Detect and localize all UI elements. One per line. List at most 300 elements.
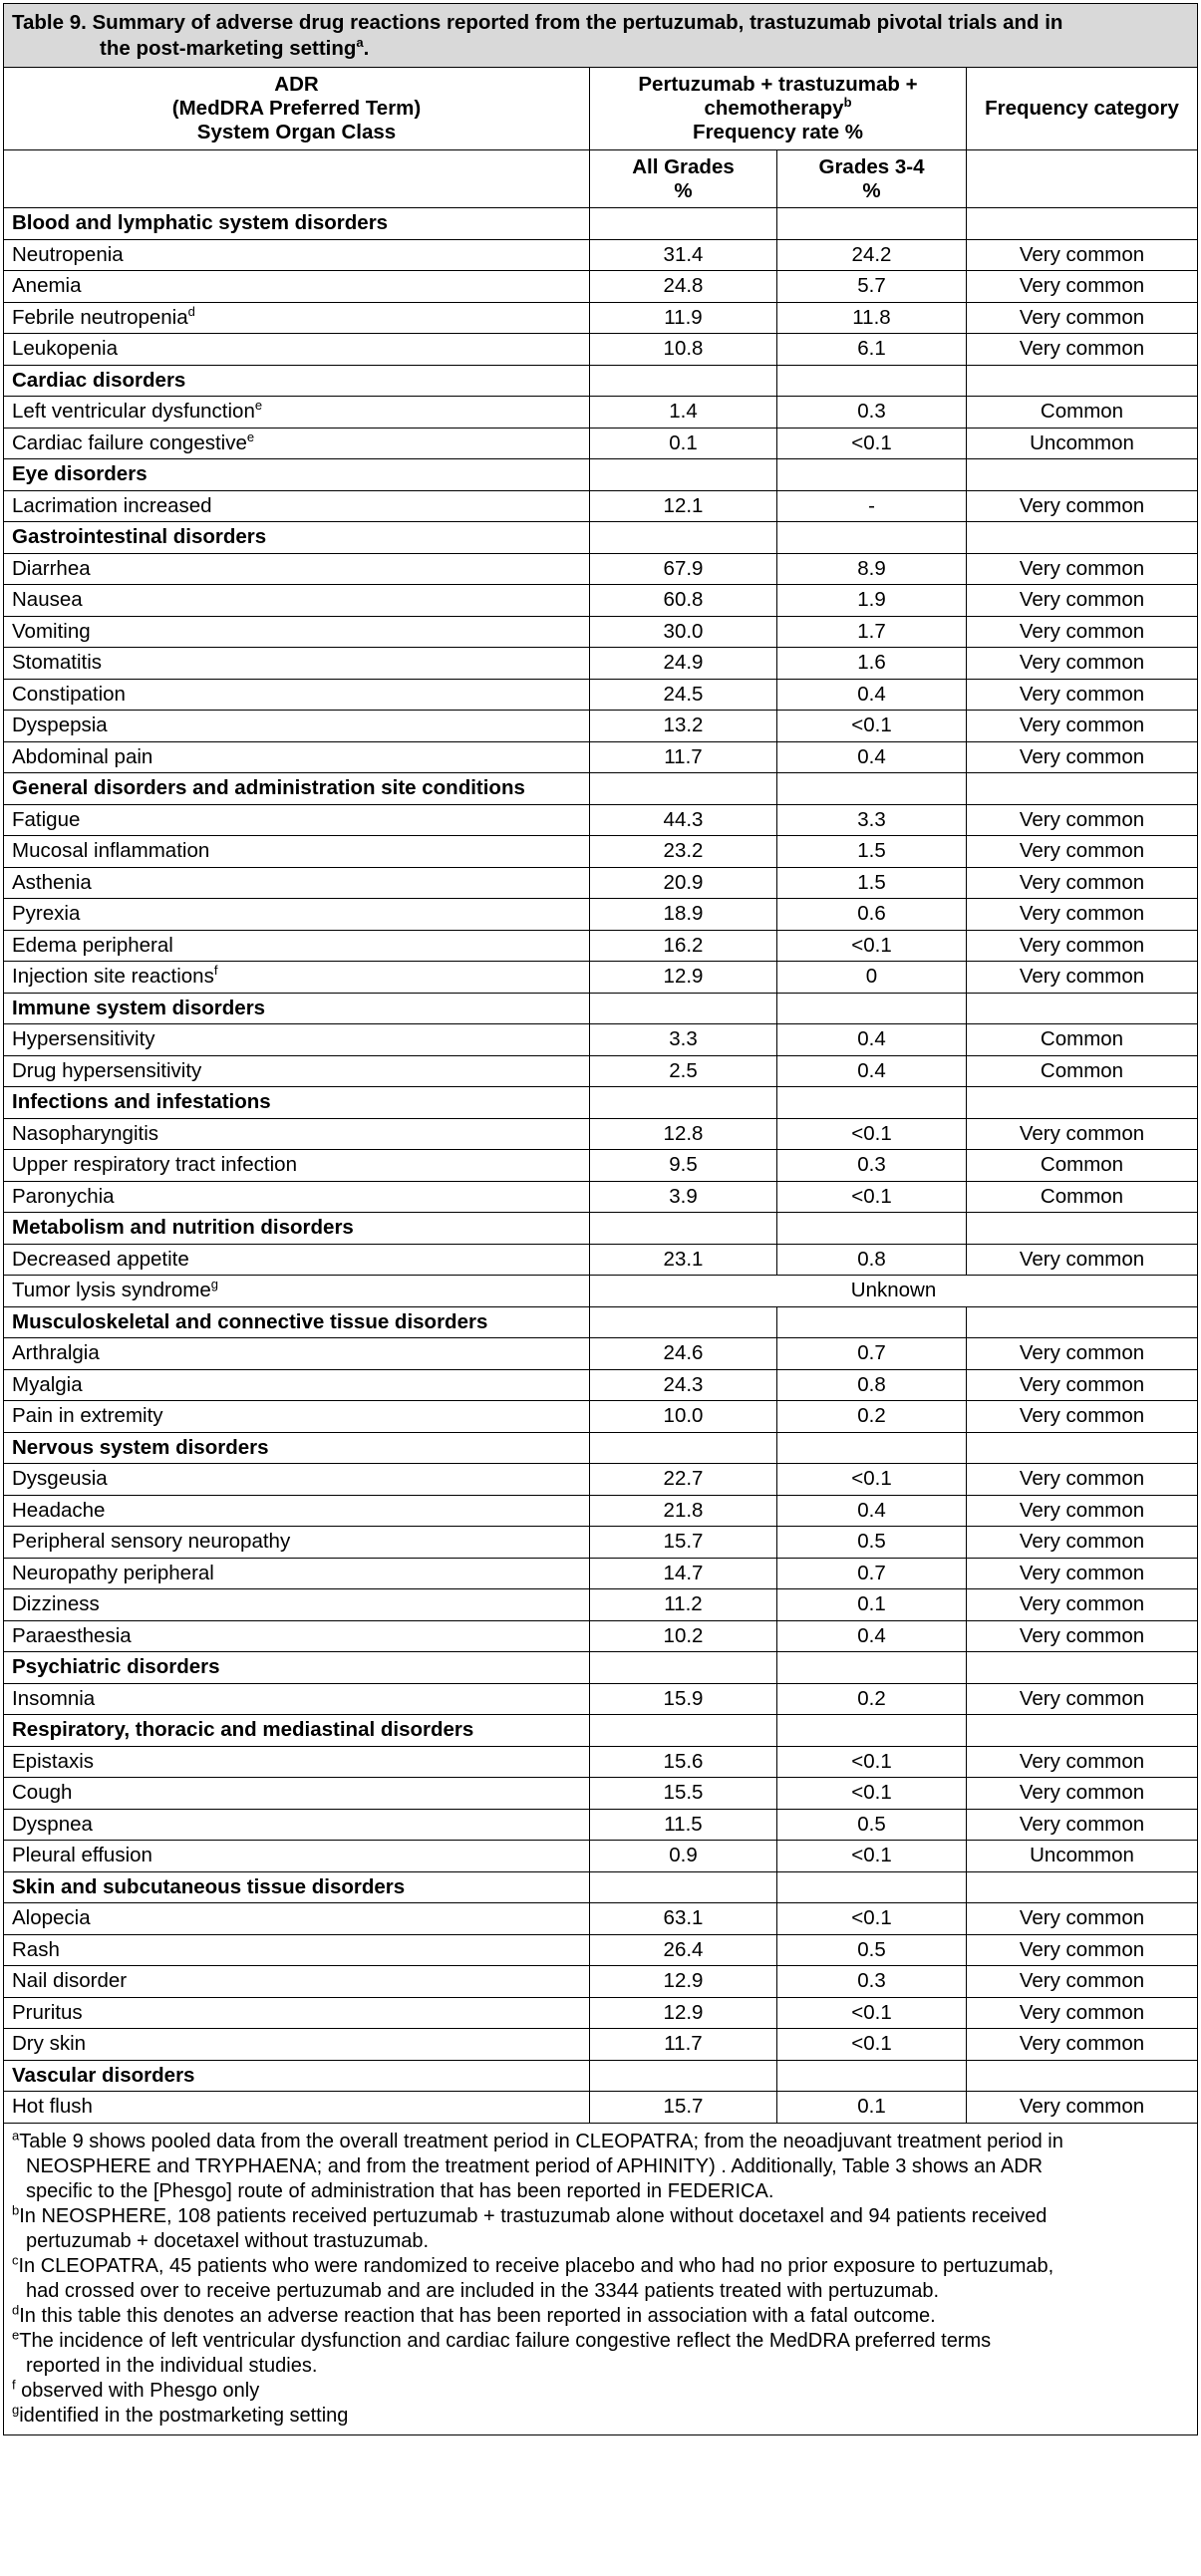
empty-cell — [777, 1306, 967, 1338]
adr-name-cell: Vomiting — [4, 616, 590, 648]
frequency-category-cell: Uncommon — [967, 1841, 1198, 1872]
all-grades-cell: 11.7 — [590, 741, 777, 773]
frequency-rate-group-header: Pertuzumab + trastuzumab + chemotherapy$^b$ Frequency rate % — [590, 68, 967, 150]
all-grades-cell: 18.9 — [590, 899, 777, 931]
adr-name-cell: Dysgeusia — [4, 1464, 590, 1496]
table-row — [4, 711, 1198, 742]
table-row — [4, 962, 1198, 994]
table-row — [4, 836, 1198, 868]
all-grades-cell: 26.4 — [590, 1934, 777, 1966]
empty-cell — [967, 365, 1198, 397]
adr-name-cell: Nasopharyngitis — [4, 1118, 590, 1150]
adr-name-cell: Anemia — [4, 271, 590, 303]
all-grades-cell: 15.7 — [590, 2092, 777, 2124]
table-row — [4, 239, 1198, 271]
table-row — [4, 679, 1198, 711]
table-row — [4, 1527, 1198, 1559]
header-blank-cell — [967, 150, 1198, 208]
table-row — [4, 1934, 1198, 1966]
grades-3-4-cell: 0.8 — [777, 1369, 967, 1401]
empty-cell — [590, 365, 777, 397]
adr-name-cell: Myalgia — [4, 1369, 590, 1401]
table-row — [4, 899, 1198, 931]
document — [3, 3, 1197, 2435]
grades-3-4-cell: <0.1 — [777, 1903, 967, 1935]
adr-name-cell: Drug hypersensitivity — [4, 1055, 590, 1087]
grades-3-4-cell: 1.5 — [777, 867, 967, 899]
frequency-category-cell: Very common — [967, 1495, 1198, 1527]
grades-3-4-cell: 6.1 — [777, 334, 967, 366]
grades-3-4-cell: 0.5 — [777, 1527, 967, 1559]
adr-name-cell: Decreased appetite — [4, 1244, 590, 1276]
frequency-category-cell: Common — [967, 397, 1198, 429]
adr-name-cell: Hot flush — [4, 2092, 590, 2124]
adr-name-cell: Nausea — [4, 585, 590, 617]
frequency-category-cell: Very common — [967, 616, 1198, 648]
all-grades-cell: 24.5 — [590, 679, 777, 711]
footnote: $^c$In CLEOPATRA, 45 patients who were randomized to receive placebo and who had no prior exposure to pertuzumab, had crossed over to receive pertuzumab and are included in the 3344 patients treated with pertuzumab. — [12, 2251, 1054, 2302]
frequency-category-cell: Very common — [967, 1934, 1198, 1966]
table-row — [4, 741, 1198, 773]
frequency-category-cell: Very common — [967, 302, 1198, 334]
section-row — [4, 1213, 1198, 1245]
grades-3-4-cell: 8.9 — [777, 553, 967, 585]
empty-cell — [777, 2060, 967, 2092]
empty-cell — [967, 993, 1198, 1024]
all-grades-cell: 11.5 — [590, 1809, 777, 1841]
grades-3-4-cell: 1.9 — [777, 585, 967, 617]
table-row — [4, 1055, 1198, 1087]
all-grades-cell: 23.2 — [590, 836, 777, 868]
section-row — [4, 208, 1198, 240]
adr-name-cell: Fatigue — [4, 804, 590, 836]
frequency-category-cell: Very common — [967, 1746, 1198, 1778]
table-row — [4, 804, 1198, 836]
all-grades-cell: 0.9 — [590, 1841, 777, 1872]
table-row — [4, 1401, 1198, 1433]
grades-3-4-cell: 0.4 — [777, 741, 967, 773]
adr-name-cell: Asthenia — [4, 867, 590, 899]
all-grades-cell: 11.2 — [590, 1589, 777, 1621]
grades-3-4-cell: 24.2 — [777, 239, 967, 271]
empty-cell — [777, 1652, 967, 1684]
table-row — [4, 616, 1198, 648]
frequency-category-cell: Very common — [967, 836, 1198, 868]
grades-3-4-cell: <0.1 — [777, 1181, 967, 1213]
empty-cell — [590, 1213, 777, 1245]
table-row — [4, 1150, 1198, 1182]
table-row — [4, 1589, 1198, 1621]
frequency-unknown-cell: Unknown — [590, 1276, 1198, 1307]
system-organ-class: Eye disorders — [4, 459, 590, 491]
all-grades-cell: 15.7 — [590, 1527, 777, 1559]
adr-name-cell: Paraesthesia — [4, 1620, 590, 1652]
all-grades-cell: 15.9 — [590, 1683, 777, 1715]
adr-name-cell: Insomnia — [4, 1683, 590, 1715]
empty-cell — [590, 1087, 777, 1119]
table-row — [4, 334, 1198, 366]
frequency-category-cell: Very common — [967, 1683, 1198, 1715]
system-organ-class: Psychiatric disorders — [4, 1652, 590, 1684]
empty-cell — [777, 208, 967, 240]
adr-name-cell: Abdominal pain — [4, 741, 590, 773]
frequency-category-cell: Very common — [967, 2029, 1198, 2061]
section-row — [4, 1715, 1198, 1747]
header-blank-cell — [4, 150, 590, 208]
frequency-category-cell: Very common — [967, 741, 1198, 773]
empty-cell — [590, 2060, 777, 2092]
all-grades-cell: 21.8 — [590, 1495, 777, 1527]
empty-cell — [967, 773, 1198, 805]
section-row — [4, 1871, 1198, 1903]
system-organ-class: Skin and subcutaneous tissue disorders — [4, 1871, 590, 1903]
adr-name-cell: Pleural effusion — [4, 1841, 590, 1872]
all-grades-cell: 23.1 — [590, 1244, 777, 1276]
table-row — [4, 930, 1198, 962]
section-row — [4, 1652, 1198, 1684]
adr-name-cell: Epistaxis — [4, 1746, 590, 1778]
all-grades-cell: 3.3 — [590, 1024, 777, 1056]
frequency-category-cell: Very common — [967, 1338, 1198, 1370]
section-row — [4, 1087, 1198, 1119]
table-title-line2: the post-marketing setting$^a$. — [100, 35, 370, 60]
adr-name-cell: Hypersensitivity — [4, 1024, 590, 1056]
system-organ-class: Blood and lymphatic system disorders — [4, 208, 590, 240]
frequency-category-cell: Very common — [967, 899, 1198, 931]
frequency-category-cell: Very common — [967, 1244, 1198, 1276]
frequency-category-cell: Common — [967, 1181, 1198, 1213]
empty-cell — [590, 1306, 777, 1338]
empty-cell — [967, 459, 1198, 491]
table-title — [4, 4, 1198, 68]
adr-name-cell: Leukopenia — [4, 334, 590, 366]
empty-cell — [967, 1213, 1198, 1245]
table-row — [4, 2029, 1198, 2061]
table-title-line1: Table 9. Summary of adverse drug reactions reported from the pertuzumab, trastuzumab pivotal trials and in — [12, 11, 1063, 34]
grades-3-4-cell: 0.3 — [777, 397, 967, 429]
all-grades-cell: 3.9 — [590, 1181, 777, 1213]
frequency-category-cell: Uncommon — [967, 428, 1198, 459]
grades-3-4-cell: 0.3 — [777, 1150, 967, 1182]
frequency-category-cell: Very common — [967, 711, 1198, 742]
frequency-category-cell: Very common — [967, 930, 1198, 962]
adr-name-cell: Tumor lysis syndrome$^g$ — [4, 1276, 590, 1307]
table-row — [4, 1495, 1198, 1527]
frequency-category-cell: Very common — [967, 585, 1198, 617]
table-row — [4, 1118, 1198, 1150]
empty-cell — [967, 1306, 1198, 1338]
section-row — [4, 773, 1198, 805]
adr-name-cell: Edema peripheral — [4, 930, 590, 962]
adr-name-cell: Constipation — [4, 679, 590, 711]
frequency-category-cell: Very common — [967, 1369, 1198, 1401]
grades-3-4-cell: 0 — [777, 962, 967, 994]
system-organ-class: Metabolism and nutrition disorders — [4, 1213, 590, 1245]
grades-3-4-cell: <0.1 — [777, 1746, 967, 1778]
frequency-category-cell: Very common — [967, 553, 1198, 585]
adr-name-cell: Headache — [4, 1495, 590, 1527]
all-grades-cell: 15.6 — [590, 1746, 777, 1778]
all-grades-cell: 0.1 — [590, 428, 777, 459]
grades-3-4-cell: 0.2 — [777, 1683, 967, 1715]
empty-cell — [967, 1432, 1198, 1464]
empty-cell — [967, 522, 1198, 554]
adr-name-cell: Pyrexia — [4, 899, 590, 931]
empty-cell — [777, 1871, 967, 1903]
all-grades-cell: 16.2 — [590, 930, 777, 962]
grades-3-4-cell: 1.5 — [777, 836, 967, 868]
adr-name-cell: Nail disorder — [4, 1966, 590, 1998]
footnote: $^b$In NEOSPHERE, 108 patients received pertuzumab + trastuzumab alone without docetaxel and 94 patients received pertuzumab + docetaxel without trastuzumab. — [12, 2201, 1048, 2252]
system-organ-class: Cardiac disorders — [4, 365, 590, 397]
table-row — [4, 1244, 1198, 1276]
table-row — [4, 1778, 1198, 1810]
frequency-category-cell: Very common — [967, 271, 1198, 303]
grades-3-4-cell: <0.1 — [777, 711, 967, 742]
empty-cell — [590, 208, 777, 240]
frequency-category-cell: Very common — [967, 1620, 1198, 1652]
all-grades-cell: 12.9 — [590, 962, 777, 994]
all-grades-cell: 20.9 — [590, 867, 777, 899]
table-row — [4, 1841, 1198, 1872]
table-row — [4, 1338, 1198, 1370]
table-body — [4, 208, 1198, 2124]
adr-name-cell: Lacrimation increased — [4, 490, 590, 522]
adr-name-cell: Mucosal inflammation — [4, 836, 590, 868]
system-organ-class: General disorders and administration site conditions — [4, 773, 590, 805]
table-row — [4, 1966, 1198, 1998]
grades-3-4-cell: 0.1 — [777, 2092, 967, 2124]
grades-3-4-cell: 0.7 — [777, 1558, 967, 1589]
grades-3-4-cell: 0.2 — [777, 1401, 967, 1433]
table-row — [4, 1746, 1198, 1778]
adr-name-cell: Rash — [4, 1934, 590, 1966]
frequency-category-header: Frequency category — [967, 68, 1198, 150]
all-grades-cell: 24.8 — [590, 271, 777, 303]
frequency-category-cell: Common — [967, 1055, 1198, 1087]
frequency-category-cell: Very common — [967, 2092, 1198, 2124]
table-row — [4, 2092, 1198, 2124]
empty-cell — [967, 1715, 1198, 1747]
adr-name-cell: Cough — [4, 1778, 590, 1810]
all-grades-cell: 24.3 — [590, 1369, 777, 1401]
section-row — [4, 2060, 1198, 2092]
adr-name-cell: Cardiac failure congestive$^e$ — [4, 428, 590, 459]
adr-name-cell: Left ventricular dysfunction$^e$ — [4, 397, 590, 429]
frequency-category-cell: Very common — [967, 1589, 1198, 1621]
all-grades-cell: 11.7 — [590, 2029, 777, 2061]
adr-column-header: ADR (MedDRA Preferred Term) System Organ Class — [4, 68, 590, 150]
all-grades-cell: 60.8 — [590, 585, 777, 617]
system-organ-class: Gastrointestinal disorders — [4, 522, 590, 554]
table-row — [4, 302, 1198, 334]
grades-3-4-cell: 0.5 — [777, 1934, 967, 1966]
empty-cell — [967, 1652, 1198, 1684]
frequency-category-cell: Very common — [967, 1558, 1198, 1589]
frequency-category-cell: Very common — [967, 679, 1198, 711]
grades-3-4-cell: 0.5 — [777, 1809, 967, 1841]
table-row — [4, 1369, 1198, 1401]
section-row — [4, 1432, 1198, 1464]
empty-cell — [777, 1087, 967, 1119]
all-grades-cell: 10.2 — [590, 1620, 777, 1652]
frequency-category-cell: Very common — [967, 1966, 1198, 1998]
empty-cell — [777, 773, 967, 805]
frequency-category-cell: Very common — [967, 490, 1198, 522]
footnotes — [4, 2123, 1198, 2434]
adr-name-cell: Dry skin — [4, 2029, 590, 2061]
frequency-category-cell: Very common — [967, 334, 1198, 366]
table-row — [4, 490, 1198, 522]
grades-3-4-cell: <0.1 — [777, 2029, 967, 2061]
adr-name-cell: Dizziness — [4, 1589, 590, 1621]
grades-3-4-cell: 0.4 — [777, 1024, 967, 1056]
adr-name-cell: Pruritus — [4, 1997, 590, 2029]
adr-name-cell: Injection site reactions$^f$ — [4, 962, 590, 994]
system-organ-class: Vascular disorders — [4, 2060, 590, 2092]
section-row — [4, 459, 1198, 491]
all-grades-cell: 11.9 — [590, 302, 777, 334]
grades-3-4-cell: <0.1 — [777, 1841, 967, 1872]
system-organ-class: Nervous system disorders — [4, 1432, 590, 1464]
frequency-category-cell: Very common — [967, 867, 1198, 899]
table-row — [4, 397, 1198, 429]
adr-name-cell: Peripheral sensory neuropathy — [4, 1527, 590, 1559]
frequency-category-cell: Very common — [967, 1464, 1198, 1496]
frequency-category-cell: Very common — [967, 1118, 1198, 1150]
table-row — [4, 1181, 1198, 1213]
empty-cell — [777, 459, 967, 491]
table-row — [4, 1683, 1198, 1715]
empty-cell — [590, 1871, 777, 1903]
all-grades-cell: 12.8 — [590, 1118, 777, 1150]
grades-3-4-cell: 5.7 — [777, 271, 967, 303]
empty-cell — [967, 1871, 1198, 1903]
table-row — [4, 585, 1198, 617]
adr-name-cell: Stomatitis — [4, 648, 590, 680]
grades-3-4-cell: <0.1 — [777, 428, 967, 459]
table-row — [4, 1809, 1198, 1841]
empty-cell — [777, 522, 967, 554]
empty-cell — [777, 1715, 967, 1747]
grades-3-4-cell: 0.4 — [777, 1495, 967, 1527]
empty-cell — [590, 773, 777, 805]
grades-3-4-header: Grades 3-4 % — [777, 150, 967, 208]
all-grades-cell: 63.1 — [590, 1903, 777, 1935]
empty-cell — [777, 993, 967, 1024]
section-row — [4, 993, 1198, 1024]
grades-3-4-cell: <0.1 — [777, 1778, 967, 1810]
grades-3-4-cell: 1.6 — [777, 648, 967, 680]
section-row — [4, 1306, 1198, 1338]
empty-cell — [590, 459, 777, 491]
table-row — [4, 1620, 1198, 1652]
all-grades-cell: 30.0 — [590, 616, 777, 648]
footnote: $^f$ observed with Phesgo only — [12, 2376, 260, 2402]
empty-cell — [590, 522, 777, 554]
adr-name-cell: Febrile neutropenia$^d$ — [4, 302, 590, 334]
grades-3-4-cell: <0.1 — [777, 1464, 967, 1496]
frequency-category-cell: Very common — [967, 1809, 1198, 1841]
all-grades-cell: 31.4 — [590, 239, 777, 271]
empty-cell — [967, 208, 1198, 240]
empty-cell — [967, 1087, 1198, 1119]
grades-3-4-cell: <0.1 — [777, 1118, 967, 1150]
all-grades-cell: 12.9 — [590, 1966, 777, 1998]
all-grades-cell: 10.0 — [590, 1401, 777, 1433]
footnote: $^e$The incidence of left ventricular dysfunction and cardiac failure congestive reflect the MedDRA preferred terms reported in the individual studies. — [12, 2326, 992, 2377]
adr-summary-table — [3, 3, 1198, 2435]
table-row — [4, 428, 1198, 459]
all-grades-cell: 9.5 — [590, 1150, 777, 1182]
frequency-category-cell: Very common — [967, 1778, 1198, 1810]
empty-cell — [590, 1715, 777, 1747]
grades-3-4-cell: <0.1 — [777, 930, 967, 962]
grades-3-4-cell: 11.8 — [777, 302, 967, 334]
adr-name-cell: Pain in extremity — [4, 1401, 590, 1433]
footnote: $^d$In this table this denotes an adverse reaction that has been reported in association with a fatal outcome. — [12, 2301, 936, 2327]
section-row — [4, 365, 1198, 397]
empty-cell — [590, 1432, 777, 1464]
table-row — [4, 1997, 1198, 2029]
adr-name-cell: Dyspnea — [4, 1809, 590, 1841]
grades-3-4-cell: <0.1 — [777, 1997, 967, 2029]
grades-3-4-cell: 0.1 — [777, 1589, 967, 1621]
adr-name-cell: Upper respiratory tract infection — [4, 1150, 590, 1182]
adr-name-cell: Neutropenia — [4, 239, 590, 271]
all-grades-cell: 24.6 — [590, 1338, 777, 1370]
all-grades-cell: 12.1 — [590, 490, 777, 522]
system-organ-class: Musculoskeletal and connective tissue disorders — [4, 1306, 590, 1338]
frequency-category-cell: Very common — [967, 1903, 1198, 1935]
all-grades-cell: 13.2 — [590, 711, 777, 742]
grades-3-4-cell: 0.4 — [777, 1055, 967, 1087]
all-grades-cell: 1.4 — [590, 397, 777, 429]
empty-cell — [590, 993, 777, 1024]
table-row — [4, 1903, 1198, 1935]
table-row — [4, 648, 1198, 680]
grades-3-4-cell: 0.7 — [777, 1338, 967, 1370]
adr-name-cell: Dyspepsia — [4, 711, 590, 742]
all-grades-cell: 67.9 — [590, 553, 777, 585]
grades-3-4-cell: 0.6 — [777, 899, 967, 931]
system-organ-class: Infections and infestations — [4, 1087, 590, 1119]
all-grades-cell: 15.5 — [590, 1778, 777, 1810]
grades-3-4-cell: 0.8 — [777, 1244, 967, 1276]
all-grades-cell: 10.8 — [590, 334, 777, 366]
all-grades-cell: 22.7 — [590, 1464, 777, 1496]
frequency-category-cell: Very common — [967, 648, 1198, 680]
footnote: $^g$identified in the postmarketing setting — [12, 2401, 349, 2427]
all-grades-cell: 44.3 — [590, 804, 777, 836]
frequency-category-cell: Very common — [967, 239, 1198, 271]
empty-cell — [777, 1432, 967, 1464]
frequency-category-cell: Common — [967, 1150, 1198, 1182]
all-grades-cell: 14.7 — [590, 1558, 777, 1589]
adr-name-cell: Diarrhea — [4, 553, 590, 585]
empty-cell — [777, 1213, 967, 1245]
grades-3-4-cell: 3.3 — [777, 804, 967, 836]
grades-3-4-cell: - — [777, 490, 967, 522]
adr-name-cell: Arthralgia — [4, 1338, 590, 1370]
footnote: $^a$Table 9 shows pooled data from the overall treatment period in CLEOPATRA; from the neoadjuvant treatment period in NEOSPHERE and TRYPHAENA; and from the treatment period of APHINITY) . Additionally, Table 3 shows an ADR specific to the [Phesgo] route of administration that has been reported in FEDERICA. — [12, 2127, 1063, 2202]
table-row — [4, 553, 1198, 585]
grades-3-4-cell: 0.3 — [777, 1966, 967, 1998]
all-grades-cell: 24.9 — [590, 648, 777, 680]
table-row — [4, 867, 1198, 899]
empty-cell — [777, 365, 967, 397]
adr-name-cell: Paronychia — [4, 1181, 590, 1213]
